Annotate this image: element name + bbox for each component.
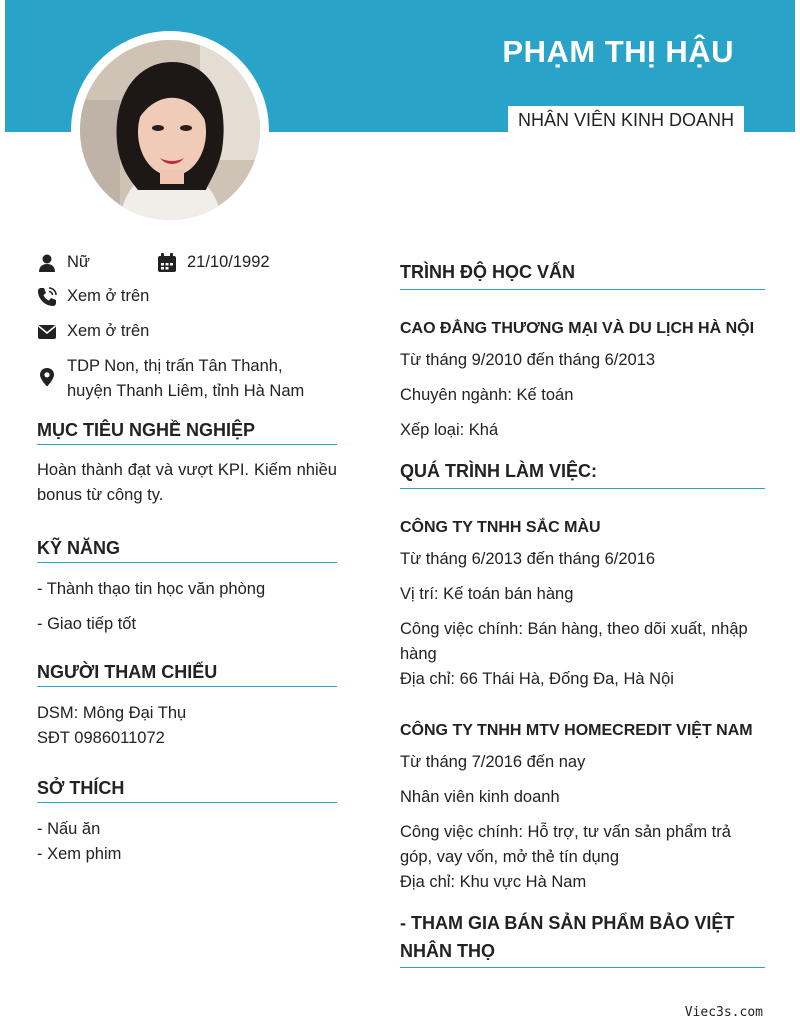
avatar [80, 40, 260, 220]
job-company: CÔNG TY TNHH MTV HOMECREDIT VIỆT NAM [400, 722, 753, 739]
job-title: NHÂN VIÊN KINH DOANH [517, 110, 734, 130]
calendar-icon [157, 253, 177, 273]
job-duties: Công việc chính: Hỗ trợ, tư vấn sản phẩm trả góp, vay vốn, mở thẻ tín dụng [400, 823, 731, 866]
gender-value: Nữ [67, 253, 90, 271]
references-section [37, 662, 337, 751]
gender-row [37, 250, 157, 280]
phone-row [37, 284, 337, 309]
reference-name: DSM: Mông Đại Thụ [37, 704, 187, 722]
education-title: TRÌNH ĐỘ HỌC VẤN [400, 262, 765, 290]
dob-value: 21/10/1992 [187, 253, 270, 271]
address-line-1: TDP Non, thị trấn Tân Thanh, [67, 357, 283, 375]
job-period: Từ tháng 7/2016 đến nay [400, 753, 586, 771]
candidate-name: PHẠM THỊ HẬU [502, 34, 734, 69]
location-pin-icon [37, 367, 57, 387]
address-row [37, 354, 337, 404]
hobby-item: - Nấu ăn [37, 820, 101, 838]
job-address: Địa chỉ: 66 Thái Hà, Đống Đa, Hà Nội [400, 670, 674, 688]
left-column [37, 250, 337, 867]
objective-title: MỤC TIÊU NGHỀ NGHIỆP [37, 420, 337, 445]
address-line-2: huyện Thanh Liêm, tỉnh Hà Nam [67, 382, 305, 400]
address-value [67, 354, 304, 404]
email-row [37, 319, 337, 344]
phone-icon [37, 287, 57, 307]
gender-dob-row [37, 250, 337, 280]
job-period: Từ tháng 6/2013 đến tháng 6/2016 [400, 550, 656, 568]
objective-section [37, 420, 337, 508]
reference-phone: SĐT 0986011072 [37, 729, 165, 747]
hobbies-title: SỞ THÍCH [37, 778, 337, 803]
education-major: Chuyên ngành: Kế toán [400, 386, 574, 404]
avatar-photo [80, 40, 260, 220]
dob-row [157, 250, 270, 280]
phone-value: Xem ở trên [67, 287, 150, 305]
school-name: CAO ĐẲNG THƯƠNG MẠI VÀ DU LỊCH HÀ NỘI [400, 320, 755, 337]
hobby-item: - Xem phim [37, 845, 122, 863]
hobbies-section [37, 778, 337, 867]
watermark: Viec3s.com [684, 1005, 763, 1020]
job-title-badge [508, 106, 744, 136]
job-entry [400, 519, 765, 692]
envelope-icon [37, 322, 57, 342]
work-title: QUÁ TRÌNH LÀM VIỆC: [400, 461, 765, 489]
objective-text: Hoàn thành đạt và vượt KPI. Kiếm nhiều bonus từ công ty. [37, 461, 337, 504]
job-position: Nhân viên kinh doanh [400, 788, 560, 806]
education-grade: Xếp loại: Khá [400, 421, 499, 439]
skills-title: KỸ NĂNG [37, 538, 337, 563]
extra-activity: - THAM GIA BÁN SẢN PHẨM BẢO VIỆT NHÂN THỌ [400, 909, 765, 968]
skill-item: - Giao tiếp tốt [37, 615, 137, 633]
work-section [400, 461, 765, 968]
education-section [400, 262, 765, 443]
job-duties: Công việc chính: Bán hàng, theo dõi xuất, nhập hàng [400, 620, 748, 663]
email-value: Xem ở trên [67, 322, 150, 340]
job-address: Địa chỉ: Khu vực Hà Nam [400, 873, 587, 891]
job-company: CÔNG TY TNHH SẮC MÀU [400, 519, 601, 536]
job-entry [400, 722, 765, 895]
skills-section [37, 538, 337, 637]
job-position: Vị trí: Kế toán bán hàng [400, 585, 574, 603]
skill-item: - Thành thạo tin học văn phòng [37, 580, 266, 598]
references-title: NGƯỜI THAM CHIẾU [37, 662, 337, 687]
right-column [400, 262, 765, 968]
education-period: Từ tháng 9/2010 đến tháng 6/2013 [400, 351, 656, 369]
person-icon [37, 253, 57, 273]
